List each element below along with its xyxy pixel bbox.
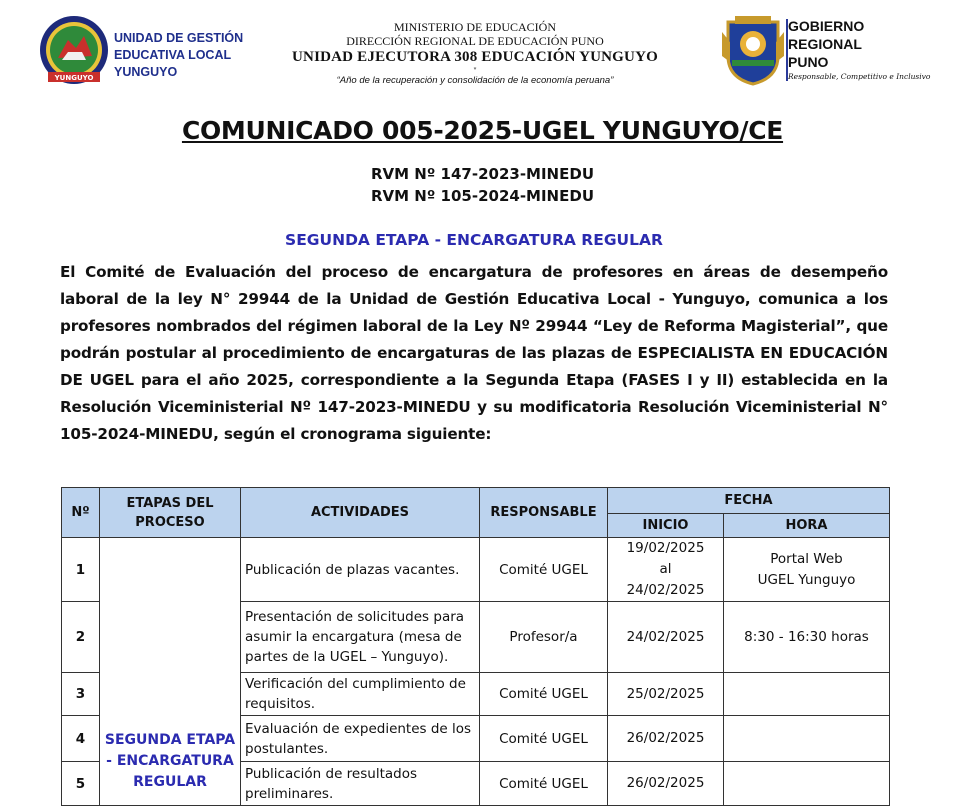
header-num: Nº xyxy=(62,488,100,538)
table-row xyxy=(62,538,890,602)
activity: Verificación del cumplimiento de requisitos. xyxy=(241,673,480,716)
activity: Evaluación de expedientes de los postulantes. xyxy=(241,716,480,762)
year-motto: “Año de la recuperación y consolidación de la economía peruana” xyxy=(336,75,614,86)
row-number: 2 xyxy=(62,602,100,673)
document-title: COMUNICADO 005-2025-UGEL YUNGUYO/CE xyxy=(181,116,784,145)
ministry-name: MINISTERIO DE EDUCACIÓN xyxy=(394,20,556,34)
ugel-name-line-3: YUNGUYO xyxy=(114,65,178,79)
time-line: Portal Web xyxy=(770,550,843,567)
start-date xyxy=(608,602,724,673)
row-number: 5 xyxy=(62,762,100,806)
time xyxy=(724,762,890,806)
rvm-reference-2: RVM Nº 105-2024-MINEDU xyxy=(371,187,594,205)
activity: Publicación de plazas vacantes. xyxy=(241,538,480,602)
activity: Publicación de resultados preliminares. xyxy=(241,762,480,806)
start-date xyxy=(608,716,724,762)
ugel-name-line-2: EDUCATIVA LOCAL xyxy=(114,48,232,62)
schedule-table xyxy=(61,487,890,806)
svg-text:YUNGUYO: YUNGUYO xyxy=(54,74,94,82)
start-date-line: 26/02/2025 xyxy=(626,775,705,791)
time xyxy=(724,673,890,716)
stage-cell xyxy=(100,538,241,806)
time xyxy=(724,716,890,762)
start-date xyxy=(608,538,724,602)
header-etapas: ETAPAS DEL PROCESO xyxy=(100,488,241,538)
time-line: UGEL Yunguyo xyxy=(757,571,856,588)
gov-name-line-2: REGIONAL xyxy=(788,36,862,52)
gov-name-line-3: PUNO xyxy=(788,54,829,70)
quote-mark: " xyxy=(473,66,477,75)
activity: Presentación de solicitudes para asumir la encargatura (mesa de partes de la UGEL – Yunguyo). xyxy=(241,602,480,673)
stage-cell-text: SEGUNDA ETAPA - ENCARGATURA REGULAR xyxy=(104,732,236,790)
time xyxy=(724,602,890,673)
start-date xyxy=(608,673,724,716)
letterhead xyxy=(0,0,965,100)
responsible: Comité UGEL xyxy=(480,673,608,716)
header-inicio: INICIO xyxy=(608,514,724,538)
stage-title: SEGUNDA ETAPA - ENCARGATURA REGULAR xyxy=(285,231,663,249)
executing-unit: UNIDAD EJECUTORA 308 EDUCACIÓN YUNGUYO xyxy=(292,49,658,65)
gov-slogan: Responsable, Competitivo e Inclusivo xyxy=(788,72,931,81)
institution-heading xyxy=(255,20,695,87)
body-paragraph: El Comité de Evaluación del proceso de encargatura de profesores en áreas de desempeño laboral de la ley N° 29944 de la Unidad de Gestión Educativa Local - Yunguyo, comunica a los profesores nombrados del régimen laboral de la Ley Nº 29944 “Ley de Reforma Magisterial”, que podrán postular al procedimiento de encargaturas de las plazas de ESPECIALISTA EN EDUCACIÓN DE UGEL para el año 2025, correspondiente a la Segunda Etapa (FASES I y II) establecida en la Resolución Viceministerial Nº 147-2023-MINEDU y su modificatoria Resolución Viceministerial N° 105-2024-MINEDU, según el cronograma siguiente: xyxy=(60,263,888,443)
responsible: Comité UGEL xyxy=(480,538,608,602)
responsible: Profesor/a xyxy=(480,602,608,673)
start-date-line: al xyxy=(659,561,672,577)
gov-name xyxy=(788,17,864,71)
time-line: 8:30 - 16:30 horas xyxy=(744,628,869,645)
rvm-reference-1: RVM Nº 147-2023-MINEDU xyxy=(371,165,594,183)
responsible: Comité UGEL xyxy=(480,716,608,762)
header-hora: HORA xyxy=(724,514,890,538)
start-date-line: 24/02/2025 xyxy=(626,628,705,645)
start-date xyxy=(608,762,724,806)
start-date-line: 26/02/2025 xyxy=(626,730,705,746)
gobierno-regional-puno-logo xyxy=(720,12,786,86)
time xyxy=(724,538,890,602)
ugel-yunguyo-logo xyxy=(38,14,110,86)
header-actividades: ACTIVIDADES xyxy=(241,488,480,538)
header-responsable: RESPONSABLE xyxy=(480,488,608,538)
start-date-line: 25/02/2025 xyxy=(626,685,705,702)
row-number: 4 xyxy=(62,716,100,762)
regional-direction: DIRECCIÓN REGIONAL DE EDUCACIÓN PUNO xyxy=(346,34,604,48)
row-number: 3 xyxy=(62,673,100,716)
row-number: 1 xyxy=(62,538,100,602)
ugel-name xyxy=(114,30,243,81)
ugel-name-line-1: UNIDAD DE GESTIÓN xyxy=(114,31,244,45)
start-date-line: 24/02/2025 xyxy=(626,582,705,598)
header-fecha: FECHA xyxy=(608,488,890,514)
responsible: Comité UGEL xyxy=(480,762,608,806)
gov-name-line-1: GOBIERNO xyxy=(788,18,865,34)
start-date-line: 19/02/2025 xyxy=(626,540,705,556)
